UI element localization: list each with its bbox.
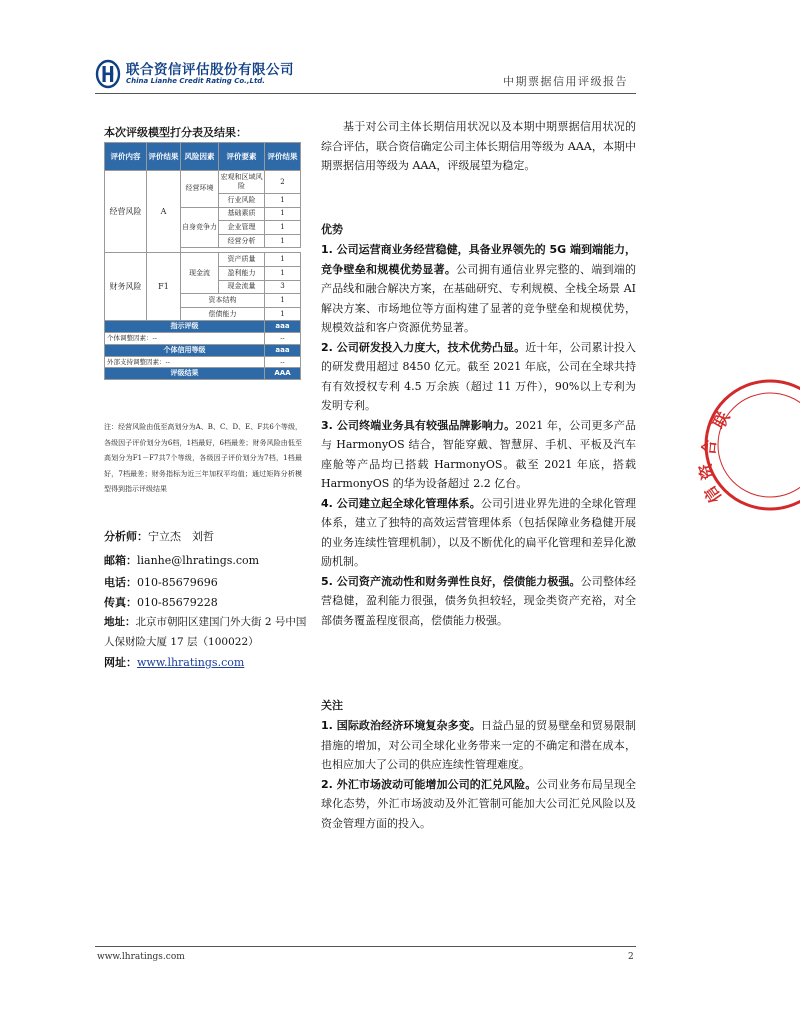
score-cell: 3 [265,280,301,294]
business-risk-label: 经营风险 [105,171,147,253]
individual-rating-label: 个体信用等级 [105,344,265,356]
financial-risk-result: F1 [147,253,181,321]
score-cell: 2 [265,171,301,194]
website-line [104,654,310,670]
table-row [105,171,301,194]
svg-text:资: 资 [695,461,718,482]
svg-text:信: 信 [700,482,726,507]
factor-cell: 偿债能力 [181,307,265,321]
concerns-title: 关注 [321,699,343,712]
company-seal-stamp [695,370,800,520]
page-number: 2 [628,952,634,962]
phone-value: 010-85679696 [137,576,218,589]
individual-rating-value: aaa [265,344,301,356]
strength-item [321,416,636,494]
individual-adjust-value: -- [265,333,301,345]
final-result-label: 评级结果 [105,368,265,380]
element-cell: 行业风险 [219,194,265,208]
email-label: 邮箱： [104,554,137,567]
header-cell: 评价结果 [147,143,181,171]
fax-label: 传真： [104,596,137,609]
report-type-title: 中期票据信用评级报告 [503,75,628,88]
score-cell: 1 [265,253,301,267]
summary-section [321,117,636,176]
strengths-list [321,240,636,630]
fax-value: 010-85679228 [137,596,218,609]
header-cell: 评价结果 [265,143,301,171]
address-label: 地址： [104,616,136,628]
phone-line [104,574,310,590]
factor-cell: 经营环境 [181,171,219,208]
score-cell: 1 [265,194,301,208]
score-cell: 1 [265,221,301,235]
strength-head: 1. 公司运营商业务经营稳健，具备业界领先的 5G 端到端能力，竞争壁垒和规模优势显著。 [321,243,637,276]
score-cell: 1 [265,207,301,221]
strength-item [321,240,636,338]
footer-divider [95,946,636,947]
external-adjust-value: -- [265,356,301,368]
strength-body: 公司引进业界先进的全球化管理体系，建立了独特的高效运营管理体系（包括保障业务稳健开展的业务连续性管理机制），以及不断优化的扁平化管理和差异化激励机制。 [321,496,636,568]
strength-item [321,572,636,631]
concern-head: 2. 外汇市场波动可能增加公司的汇兑风险。 [321,777,537,791]
strengths-title: 优势 [321,223,343,236]
concern-head: 1. 国际政治经济环境复杂多变。 [321,719,481,732]
strength-body: 近十年，公司累计投入的研发费用超过 8450 亿元。截至 2021 年底，公司在全球共持有有效授权专利 4.5 万余族（超过 11 万件），90%以上专利为发明专利。 [321,340,636,412]
factor-cell: 现金流 [181,253,219,294]
strength-body: 公司整体经营稳健，盈利能力很强，债务负担较轻，现金类资产充裕，对全部债务覆盖程度很高，偿债能力极强。 [321,574,637,627]
svg-text:联: 联 [709,408,734,432]
strength-head: 4. 公司建立起全球化管理体系。 [321,496,481,510]
final-result-value: AAA [265,368,301,380]
element-cell: 现金流量 [219,280,265,294]
individual-adjust-label: 个体调整因素：-- [105,333,265,345]
external-adjust-row [105,356,301,368]
rating-table-title: 本次评级模型打分表及结果： [104,126,247,139]
strength-body: 2021 年，公司更多产品与 HarmonyOS 结合，智能穿戴、智慧屏、手机、平板及汽车座舱等产品均已搭载 HarmonyOS。截至 2021 年底，搭载 HarmonyOS 的华为设备超过 2.2 亿台。 [321,418,636,490]
header-cell: 评价内容 [105,143,147,171]
score-cell: 1 [265,307,301,321]
address-line [104,612,310,652]
concern-body: 日益凸显的贸易壁垒和贸易限制措施的增加，对公司全球化业务带来一定的不确定和潜在成本，也相应加大了公司的供应连续性管理难度。 [321,719,636,771]
analyst-label: 分析师： [104,530,148,543]
concern-item [321,775,636,834]
concern-item [321,716,636,775]
strength-head: 2. 公司研发投入力度大，技术优势凸显。 [321,340,526,354]
analyst-line [104,528,310,544]
indicative-rating-label: 指示评级 [105,321,265,333]
individual-adjust-row [105,333,301,345]
table-note: 注：经营风险由低至高划分为A、B、C、D、E、F共6个等级，各级因子评价划分为6档，1档最好，6档最差；财务风险由低至高划分为F1－F7共7个等级，各级因子评价划分为7档，1档最好，7档最差；财务指标为近三年加权平均值；通过矩阵分析模型得到指示评级结果 [104,423,302,493]
element-cell: 资产质量 [219,253,265,267]
email-line [104,552,310,568]
strength-item [321,338,636,416]
element-cell: 宏观和区域风险 [219,171,265,194]
strength-item [321,494,636,572]
concern-body: 公司业务布局呈现全球化态势，外汇市场波动及外汇管制可能加大公司汇兑风险以及资金管理方面的投入。 [321,777,637,830]
score-cell: 1 [265,266,301,280]
element-cell: 企业管理 [219,221,265,235]
company-name-en: China Lianhe Credit Rating Co.,Ltd. [126,77,265,85]
footer-url[interactable]: www.lhratings.com [97,952,185,962]
final-result-row [105,368,301,380]
external-adjust-label: 外部支持调整因素：-- [105,356,265,368]
business-risk-result: A [147,171,181,253]
rating-score-table [104,142,301,380]
factor-cell: 资本结构 [181,294,265,308]
score-cell: 1 [265,294,301,308]
header-cell: 评价要素 [219,143,265,171]
strength-body: 公司拥有通信业界完整的、端到端的产品线和融合解决方案，在基础研究、专利规模、全栈全场景 AI 解决方案、市场地位等方面构建了显著的竞争壁垒和规模优势，规模效益和客户资源优势显著。 [321,262,637,334]
indicative-rating-value: aaa [265,321,301,333]
factor-cell: 自身竞争力 [181,207,219,248]
company-logo-icon [96,60,120,88]
concerns-list [321,716,636,833]
company-name-cn: 联合资信评估股份有限公司 [126,62,294,78]
table-header-row [105,143,301,171]
strength-head: 3. 公司终端业务具有较强品牌影响力。 [321,418,516,432]
svg-text:合: 合 [699,438,720,457]
financial-risk-label: 财务风险 [105,253,147,321]
email-value[interactable]: lianhe@lhratings.com [137,554,260,567]
element-cell: 盈利能力 [219,266,265,280]
summary-paragraph: 基于对公司主体长期信用状况以及本期中期票据信用状况的综合评估，联合资信确定公司主体长期信用等级为 AAA，本期中期票据信用等级为 AAA，评级展望为稳定。 [321,120,636,172]
fax-line [104,594,310,610]
header-cell: 风险因素 [181,143,219,171]
header-divider [95,93,636,94]
indicative-rating-row [105,321,301,333]
phone-label: 电话： [104,576,137,589]
address-value: 北京市朝阳区建国门外大街 2 号中国人保财险大厦 17 层（100022） [104,616,307,648]
table-row [105,253,301,267]
analyst-names: 宁立杰 刘哲 [148,530,214,543]
website-link[interactable]: www.lhratings.com [137,656,245,669]
element-cell: 基础素质 [219,207,265,221]
website-label: 网址： [104,656,137,669]
strength-head: 5. 公司资产流动性和财务弹性良好，偿债能力极强。 [321,574,581,588]
score-cell: 1 [265,234,301,248]
element-cell: 经营分析 [219,234,265,248]
individual-rating-row [105,344,301,356]
